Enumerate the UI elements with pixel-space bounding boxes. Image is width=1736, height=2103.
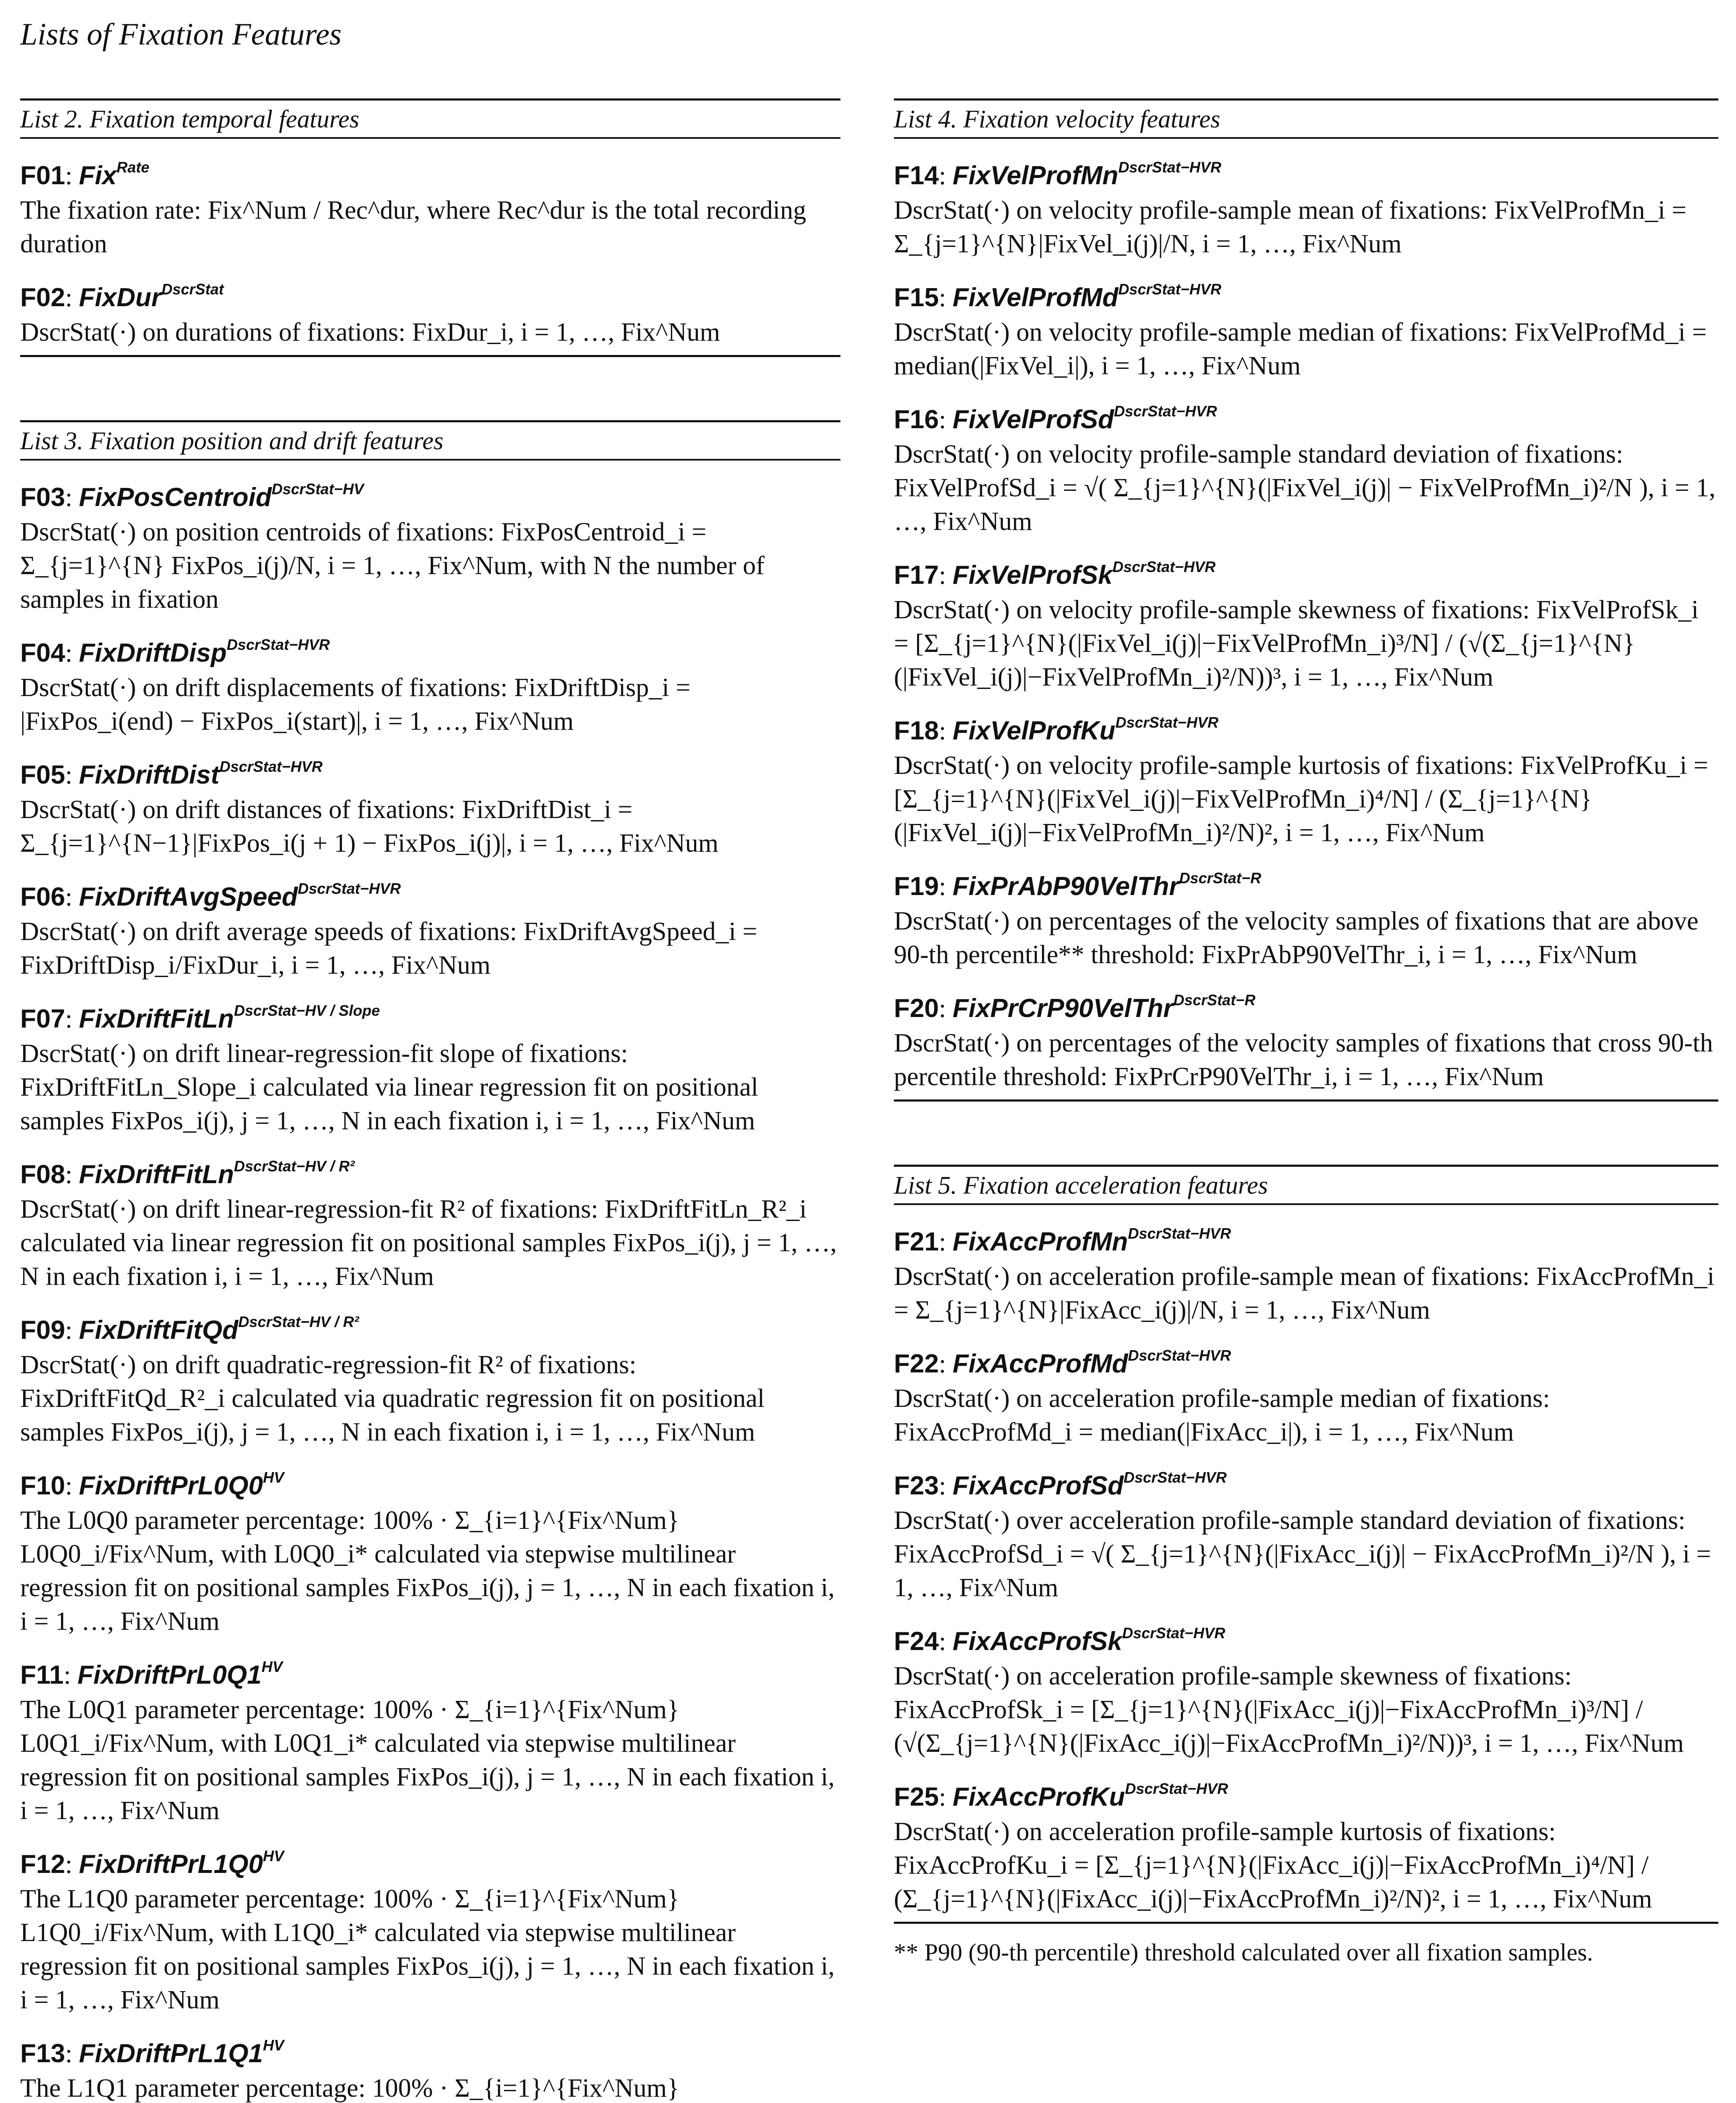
feature-id: F13 xyxy=(20,2039,65,2068)
feature-id: F24 xyxy=(894,1627,939,1656)
page-title: Lists of Fixation Features xyxy=(20,17,342,52)
feature-desc: DscrStat(·) on drift quadratic-regression-fit R² of fixations: FixDriftFitQd_R²_i calculated via quadratic regression fit on positional samples FixPos_i(j), j = 1, …, N in each fixation i, i = 1, …, Fix^Num xyxy=(20,1351,765,1446)
list-heading: List 4. Fixation velocity features xyxy=(894,101,1718,139)
feature-desc: DscrStat(·) on drift linear-regression-fit R² of fixations: FixDriftFitLn_R²_i calculated via linear regression fit on positional samples FixPos_i(j), j = 1, …, N in each fixation i, i = 1, …, Fix^Num xyxy=(20,1195,837,1291)
feature-name: FixDriftAvgSpeed xyxy=(79,882,298,911)
feature-name: FixVelProfSk xyxy=(952,561,1113,590)
list-3 xyxy=(20,420,840,2103)
feature-name: FixVelProfMd xyxy=(952,283,1118,312)
feature-f17: F17: FixVelProfSk$^{DscrStat-HVR}$ DscrStat(·) on velocity profile-sample skewness of fixations: FixVelProfSk_i = [Σ_{j=1}^{N}(|FixVel_i(j)|−FixVelProfMn_i)³/N] / (√(Σ_{j=1}^{N}(|FixVel_i(j)|−FixVelProfMn_i)²/N))³, i = 1, …, Fix^Num xyxy=(894,549,1718,694)
feature-name: FixDriftFitQd xyxy=(79,1316,239,1345)
feature-sup: DscrStat−HV xyxy=(271,480,364,498)
feature-sup: HV xyxy=(261,1658,283,1675)
feature-desc: The L1Q1 parameter percentage: 100% · Σ_{i=1}^{Fix^Num} xyxy=(20,2074,680,2103)
feature-desc: DscrStat(·) over acceleration profile-sample standard deviation of fixations: FixAccProfSd_i = √( Σ_{j=1}^{N}(|FixAcc_i(j)| − FixAccProfMn_i)²/N ), i = 1, …, Fix^Num xyxy=(894,1506,1711,1602)
feature-id: F23 xyxy=(894,1471,939,1500)
feature-desc: DscrStat(·) on velocity profile-sample standard deviation of fixations: FixVelProfSd_i = √( Σ_{j=1}^{N}(|FixVel_i(j)| − FixVelProfMn_i)²/N ), i = 1, …, Fix^Num xyxy=(894,440,1716,536)
feature-f02: F02: FixDur$^{DscrStat}$ DscrStat(·) on durations of fixations: FixDur_i, i = 1, …, Fix^Num xyxy=(20,272,840,349)
feature-name: Fix xyxy=(79,161,117,190)
feature-sup: DscrStat−HVR xyxy=(297,880,401,897)
list-4 xyxy=(894,98,1718,1102)
feature-desc: DscrStat(·) on velocity profile-sample median of fixations: FixVelProfMd_i = median(|FixVel_i|), i = 1, …, Fix^Num xyxy=(894,318,1707,380)
feature-name: FixDriftDist xyxy=(79,760,220,789)
feature-sup: DscrStat−HVR xyxy=(1114,403,1217,420)
feature-f24: F24: FixAccProfSk$^{DscrStat-HVR}$ DscrStat(·) on acceleration profile-sample skewness of fixations: FixAccProfSk_i = [Σ_{j=1}^{N}(|FixAcc_i(j)|−FixAccProfMn_i)³/N] / (√(Σ_{j=1}^{N}(|FixAcc_i(j)|−FixAccProfMn_i)²/N))³, i = 1, …, Fix^Num xyxy=(894,1616,1718,1760)
feature-desc: DscrStat(·) on acceleration profile-sample skewness of fixations: FixAccProfSk_i = [Σ_{j=1}^{N}(|FixAcc_i(j)|−FixAccProfMn_i)³/N] / (√(Σ_{j=1}^{N}(|FixAcc_i(j)|−FixAccProfMn_i)²/N))³, i = 1, …, Fix^Num xyxy=(894,1662,1684,1758)
feature-f21: F21: FixAccProfMn$^{DscrStat-HVR}$ DscrStat(·) on acceleration profile-sample mean of fixations: FixAccProfMn_i = Σ_{j=1}^{N}|FixAcc_i(j)|/N, i = 1, …, Fix^Num xyxy=(894,1216,1718,1327)
feature-id: F12 xyxy=(20,1850,65,1879)
feature-f03: F03: FixPosCentroid$^{DscrStat-HV}$ DscrStat(·) on position centroids of fixations: FixPosCentroid_i = Σ_{j=1}^{N} FixPos_i(j)/N, i = 1, …, Fix^Num, with N the number of samples in fixation xyxy=(20,471,840,616)
feature-desc: DscrStat(·) on acceleration profile-sample median of fixations: FixAccProfMd_i = median(|FixAcc_i|), i = 1, …, Fix^Num xyxy=(894,1384,1550,1446)
feature-id: F15 xyxy=(894,283,939,312)
feature-id: F09 xyxy=(20,1316,65,1345)
feature-desc: DscrStat(·) on acceleration profile-sample kurtosis of fixations: FixAccProfKu_i = [Σ_{j=1}^{N}(|FixAcc_i(j)|−FixAccProfMn_i)⁴/N] / (Σ_{j=1}^{N}(|FixAcc_i(j)|−FixAccProfMn_i)²/N)², i = 1, …, Fix^Num xyxy=(894,1817,1652,1913)
feature-sup: DscrStat−HV / Slope xyxy=(234,1002,380,1019)
feature-f10: F10: $FixDriftPrL0Q0^{HV}$ The L0Q0 parameter percentage: 100% · Σ_{i=1}^{Fix^Num} L0Q0_i/Fix^Num, with L0Q0_i* calculated via stepwise multilinear regression fit on positional samples FixPos_i(j), j = 1, …, N in each fixation i, i = 1, …, Fix^Num xyxy=(20,1460,840,1638)
feature-sup: HV xyxy=(263,2037,284,2054)
feature-name: FixDur xyxy=(79,283,162,312)
feature-id: F11 xyxy=(20,1661,64,1690)
feature-sup: HV xyxy=(263,1847,284,1865)
feature-f14: F14: FixVelProfMn$^{DscrStat-HVR}$ DscrStat(·) on velocity profile-sample mean of fixations: FixVelProfMn_i = Σ_{j=1}^{N}|FixVel_i(j)|/N, i = 1, …, Fix^Num xyxy=(894,150,1718,261)
feature-f08: F08: FixDriftFitLn$^{DscrStat-HV / R^2}$ DscrStat(·) on drift linear-regression-fit R² of fixations: FixDriftFitLn_R²_i calculated via linear regression fit on positional samples FixPos_i(j), j = 1, …, N in each fixation i, i = 1, …, Fix^Num xyxy=(20,1149,840,1293)
feature-id: F18 xyxy=(894,716,939,745)
feature-name: FixVelProfSd xyxy=(952,405,1114,434)
feature-desc: DscrStat(·) on durations of fixations: FixDur_i, i = 1, …, Fix^Num xyxy=(20,318,720,347)
feature-desc: DscrStat(·) on drift linear-regression-fit slope of fixations: FixDriftFitLn_Slope_i calculated via linear regression fit on positional samples FixPos_i(j), j = 1, …, N in each fixation i, i = 1, …, Fix^Num xyxy=(20,1039,758,1135)
feature-sup: Rate xyxy=(117,159,150,176)
feature-id: F16 xyxy=(894,405,939,434)
feature-desc: DscrStat(·) on position centroids of fixations: FixPosCentroid_i = Σ_{j=1}^{N} FixPos_i(j)/N, i = 1, …, Fix^Num, with N the number of samples in fixation xyxy=(20,518,765,614)
feature-desc: DscrStat(·) on velocity profile-sample skewness of fixations: FixVelProfSk_i = [Σ_{j=1}^{N}(|FixVel_i(j)|−FixVelProfMn_i)³/N] / (√(Σ_{j=1}^{N}(|FixVel_i(j)|−FixVelProfMn_i)²/N))³, i = 1, …, Fix^Num xyxy=(894,596,1699,691)
feature-f25: F25: FixAccProfKu$^{DscrStat-HVR}$ DscrStat(·) on acceleration profile-sample kurtosis of fixations: FixAccProfKu_i = [Σ_{j=1}^{N}(|FixAcc_i(j)|−FixAccProfMn_i)⁴/N] / (Σ_{j=1}^{N}(|FixAcc_i(j)|−FixAccProfMn_i)²/N)², i = 1, …, Fix^Num xyxy=(894,1771,1718,1916)
list-5 xyxy=(894,1165,1718,1924)
feature-name: FixDriftPrL0Q0 xyxy=(79,1471,263,1500)
feature-name: FixDriftFitLn xyxy=(79,1004,234,1033)
feature-desc: DscrStat(·) on acceleration profile-sample mean of fixations: FixAccProfMn_i = Σ_{j=1}^{N}|FixAcc_i(j)|/N, i = 1, …, Fix^Num xyxy=(894,1262,1715,1324)
feature-sup: DscrStat−HVR xyxy=(226,636,330,653)
feature-sup: DscrStat−HVR xyxy=(1118,281,1222,298)
feature-name: FixAccProfMd xyxy=(952,1349,1128,1378)
feature-f19: F19: FixPrAbP90VelThr$^{DscrStat-R}$ DscrStat(·) on percentages of the velocity samples of fixations that are above 90-th percentile** threshold: FixPrAbP90VelThr_i, i = 1, …, Fix^Num xyxy=(894,861,1718,972)
feature-name: FixDriftPrL0Q1 xyxy=(77,1661,262,1690)
feature-f18: F18: FixVelProfKu$^{DscrStat-HVR}$ DscrStat(·) on velocity profile-sample kurtosis of fixations: FixVelProfKu_i = [Σ_{j=1}^{N}(|FixVel_i(j)|−FixVelProfMn_i)⁴/N] / (Σ_{j=1}^{N}(|FixVel_i(j)|−FixVelProfMn_i)²/N)², i = 1, …, Fix^Num xyxy=(894,705,1718,850)
feature-sup: DscrStat−R xyxy=(1173,991,1256,1009)
feature-f01: F01: Fix$^{Rate}$ The fixation rate: Fix^Num / Rec^dur, where Rec^dur is the total recording duration xyxy=(20,150,840,261)
feature-id: F01 xyxy=(20,161,65,190)
feature-desc: DscrStat(·) on drift displacements of fixations: FixDriftDisp_i = |FixPos_i(end) − FixPos_i(start)|, i = 1, …, Fix^Num xyxy=(20,673,691,736)
feature-sup: DscrStat−HVR xyxy=(1124,1469,1227,1486)
feature-id: F03 xyxy=(20,483,65,512)
feature-f04: F04: FixDriftDisp$^{DscrStat-HVR}$ DscrStat(·) on drift displacements of fixations: FixDriftDisp_i = |FixPos_i(end) − FixPos_i(start)|, i = 1, …, Fix^Num xyxy=(20,627,840,738)
feature-name: FixDriftPrL1Q0 xyxy=(79,1850,263,1879)
feature-sup: DscrStat−HVR xyxy=(219,758,323,775)
feature-id: F20 xyxy=(894,994,939,1023)
feature-desc: The L0Q0 parameter percentage: 100% · Σ_{i=1}^{Fix^Num} L0Q0_i/Fix^Num, with L0Q0_i* calculated via stepwise multilinear regression fit on positional samples FixPos_i(j), j = 1, …, N in each fixation i, i = 1, …, Fix^Num xyxy=(20,1506,835,1636)
list-heading: List 2. Fixation temporal features xyxy=(20,101,840,139)
feature-name: FixAccProfSk xyxy=(952,1627,1122,1656)
feature-sup: DscrStat−HVR xyxy=(1122,1624,1225,1642)
feature-f05: F05: FixDriftDist$^{DscrStat-HVR}$ DscrStat(·) on drift distances of fixations: FixDriftDist_i = Σ_{j=1}^{N−1}|FixPos_i(j + 1) − FixPos_i(j)|, i = 1, …, Fix^Num xyxy=(20,749,840,860)
footnote-p90: ** P90 (90-th percentile) threshold calculated over all fixation samples. xyxy=(894,1939,1593,1966)
feature-id: F07 xyxy=(20,1004,65,1033)
feature-desc: The L1Q0 parameter percentage: 100% · Σ_{i=1}^{Fix^Num} L1Q0_i/Fix^Num, with L1Q0_i* calculated via stepwise multilinear regression fit on positional samples FixPos_i(j), j = 1, …, N in each fixation i, i = 1, …, Fix^Num xyxy=(20,1885,835,2014)
feature-f15: F15: FixVelProfMd$^{DscrStat-HVR}$ DscrStat(·) on velocity profile-sample median of fixations: FixVelProfMd_i = median(|FixVel_i|), i = 1, …, Fix^Num xyxy=(894,272,1718,383)
list-2 xyxy=(20,98,840,357)
feature-id: F17 xyxy=(894,561,939,590)
feature-f20: F20: FixPrCrP90VelThr$^{DscrStat-R}$ DscrStat(·) on percentages of the velocity samples of fixations that cross 90-th percentile threshold: FixPrCrP90VelThr_i, i = 1, …, Fix^Num xyxy=(894,983,1718,1094)
feature-name: FixAccProfSd xyxy=(952,1471,1124,1500)
feature-id: F04 xyxy=(20,638,65,667)
feature-id: F19 xyxy=(894,872,939,901)
feature-sup: DscrStat−R xyxy=(1179,869,1262,887)
feature-f09: F09: FixDriftFitQd$^{DscrStat-HV / R^2}$ DscrStat(·) on drift quadratic-regression-fit R² of fixations: FixDriftFitQd_R²_i calculated via quadratic regression fit on positional samples FixPos_i(j), j = 1, …, N in each fixation i, i = 1, …, Fix^Num xyxy=(20,1304,840,1449)
feature-f13: F13: $FixDriftPrL1Q1^{HV}$ The L1Q1 parameter percentage: 100% · Σ_{i=1}^{Fix^Num} xyxy=(20,2028,840,2103)
feature-name: FixPrAbP90VelThr xyxy=(952,872,1179,901)
feature-sup: DscrStat−HVR xyxy=(1112,558,1216,575)
feature-id: F05 xyxy=(20,760,65,789)
feature-f12: F12: $FixDriftPrL1Q0^{HV}$ The L1Q0 parameter percentage: 100% · Σ_{i=1}^{Fix^Num} L1Q0_i/Fix^Num, with L1Q0_i* calculated via stepwise multilinear regression fit on positional samples FixPos_i(j), j = 1, …, N in each fixation i, i = 1, …, Fix^Num xyxy=(20,1838,840,2017)
feature-desc: DscrStat(·) on velocity profile-sample kurtosis of fixations: FixVelProfKu_i = [Σ_{j=1}^{N}(|FixVel_i(j)|−FixVelProfMn_i)⁴/N] / (Σ_{j=1}^{N}(|FixVel_i(j)|−FixVelProfMn_i)²/N)², i = 1, …, Fix^Num xyxy=(894,751,1708,847)
feature-id: F25 xyxy=(894,1783,939,1812)
feature-desc: DscrStat(·) on percentages of the velocity samples of fixations that are above 90-th percentile** threshold: FixPrAbP90VelThr_i, i = 1, …, Fix^Num xyxy=(894,907,1699,969)
feature-f11: F11: $FixDriftPrL0Q1^{HV}$ The L0Q1 parameter percentage: 100% · Σ_{i=1}^{Fix^Num} L0Q1_i/Fix^Num, with L0Q1_i* calculated via stepwise multilinear regression fit on positional samples FixPos_i(j), j = 1, …, N in each fixation i, i = 1, …, Fix^Num xyxy=(20,1649,840,1828)
feature-desc: DscrStat(·) on percentages of the velocity samples of fixations that cross 90-th percentile threshold: FixPrCrP90VelThr_i, i = 1, …, Fix^Num xyxy=(894,1029,1713,1091)
feature-f22: F22: FixAccProfMd$^{DscrStat-HVR}$ DscrStat(·) on acceleration profile-sample median of fixations: FixAccProfMd_i = median(|FixAcc_i|), i = 1, …, Fix^Num xyxy=(894,1338,1718,1449)
feature-id: F02 xyxy=(20,283,65,312)
feature-desc: DscrStat(·) on drift average speeds of fixations: FixDriftAvgSpeed_i = FixDriftDisp_i/FixDur_i, i = 1, …, Fix^Num xyxy=(20,917,758,980)
feature-name: FixDriftPrL1Q1 xyxy=(79,2039,263,2068)
feature-id: F10 xyxy=(20,1471,65,1500)
feature-sup: DscrStat−HVR xyxy=(1128,1347,1231,1364)
left-column xyxy=(20,98,840,2103)
feature-f06: F06: FixDriftAvgSpeed$^{DscrStat-HVR}$ DscrStat(·) on drift average speeds of fixations: FixDriftAvgSpeed_i = FixDriftDisp_i/FixDur_i, i = 1, …, Fix^Num xyxy=(20,871,840,982)
feature-sup: DscrStat−HVR xyxy=(1115,714,1219,731)
feature-id: F22 xyxy=(894,1349,939,1378)
feature-f07: F07: FixDriftFitLn$^{DscrStat-HV / Slope}$ DscrStat(·) on drift linear-regression-fit slope of fixations: FixDriftFitLn_Slope_i calculated via linear regression fit on positional samples FixPos_i(j), j = 1, …, N in each fixation i, i = 1, …, Fix^Num xyxy=(20,993,840,1138)
feature-sup: HV xyxy=(263,1469,284,1486)
feature-name: FixDriftFitLn xyxy=(79,1160,234,1189)
feature-sup: DscrStat−HVR xyxy=(1128,1225,1231,1242)
feature-name: FixPosCentroid xyxy=(79,483,272,512)
feature-name: FixDriftDisp xyxy=(79,638,227,667)
feature-f16: F16: FixVelProfSd$^{DscrStat-HVR}$ DscrStat(·) on velocity profile-sample standard deviation of fixations: FixVelProfSd_i = √( Σ_{j=1}^{N}(|FixVel_i(j)| − FixVelProfMn_i)²/N ), i = 1, …, Fix^Num xyxy=(894,394,1718,538)
feature-name: FixAccProfKu xyxy=(952,1783,1125,1812)
list-heading: List 5. Fixation acceleration features xyxy=(894,1167,1718,1205)
feature-name: FixAccProfMn xyxy=(952,1227,1128,1256)
feature-name: FixVelProfKu xyxy=(952,716,1116,745)
feature-id: F06 xyxy=(20,882,65,911)
feature-sup: DscrStat xyxy=(161,281,224,298)
feature-id: F21 xyxy=(894,1227,939,1256)
feature-sup: DscrStat−HVR xyxy=(1118,159,1222,176)
feature-desc: DscrStat(·) on drift distances of fixations: FixDriftDist_i = Σ_{j=1}^{N−1}|FixPos_i(j + 1) − FixPos_i(j)|, i = 1, …, Fix^Num xyxy=(20,795,719,858)
feature-desc: The L0Q1 parameter percentage: 100% · Σ_{i=1}^{Fix^Num} L0Q1_i/Fix^Num, with L0Q1_i* calculated via stepwise multilinear regression fit on positional samples FixPos_i(j), j = 1, …, N in each fixation i, i = 1, …, Fix^Num xyxy=(20,1695,835,1825)
feature-name: FixVelProfMn xyxy=(952,161,1118,190)
feature-desc: DscrStat(·) on velocity profile-sample mean of fixations: FixVelProfMn_i = Σ_{j=1}^{N}|FixVel_i(j)|/N, i = 1, …, Fix^Num xyxy=(894,196,1687,258)
list-heading: List 3. Fixation position and drift features xyxy=(20,422,840,461)
right-column xyxy=(894,98,1718,1968)
feature-sup: DscrStat−HV / R² xyxy=(234,1157,355,1175)
feature-name: FixPrCrP90VelThr xyxy=(952,994,1174,1023)
feature-f23: F23: FixAccProfSd$^{DscrStat-HVR}$ DscrStat(·) over acceleration profile-sample standard deviation of fixations: FixAccProfSd_i = √( Σ_{j=1}^{N}(|FixAcc_i(j)| − FixAccProfMn_i)²/N ), i = 1, …, Fix^Num xyxy=(894,1460,1718,1605)
feature-id: F08 xyxy=(20,1160,65,1189)
feature-sup: DscrStat−HVR xyxy=(1125,1780,1228,1797)
feature-desc: The fixation rate: Fix^Num / Rec^dur, where Rec^dur is the total recording duration xyxy=(20,196,806,258)
feature-id: F14 xyxy=(894,161,939,190)
feature-sup: DscrStat−HV / R² xyxy=(238,1313,359,1330)
